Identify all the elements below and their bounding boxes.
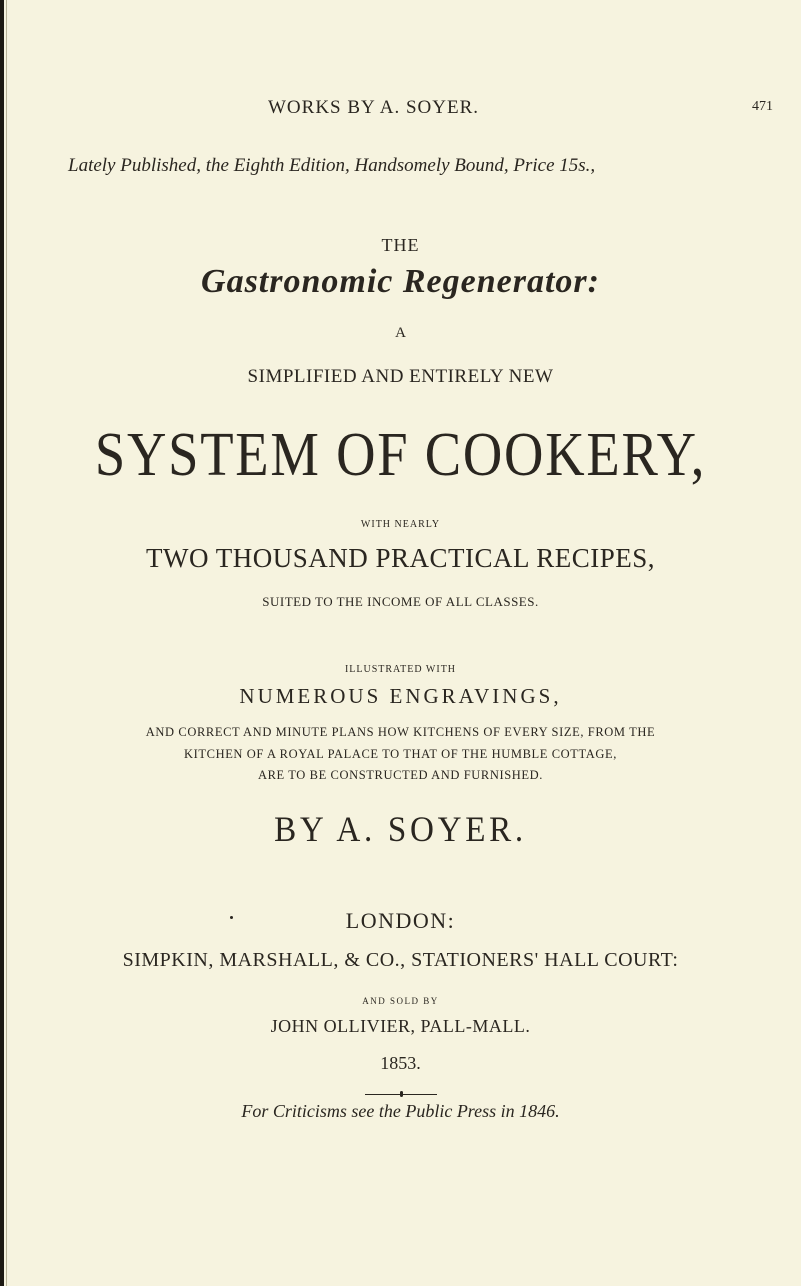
illustrated-label: ILLUSTRATED WITH <box>344 664 457 675</box>
imprint-publisher: SIMPKIN, MARSHALL, & CO., STATIONERS' HALL COURT: <box>122 949 679 971</box>
subtitle-system: SYSTEM OF COOKERY, <box>94 421 707 489</box>
publication-note: Lately Published, the Eighth Edition, Handsomely Bound, Price 15s., <box>68 155 596 176</box>
page-number: 471 <box>752 99 773 114</box>
a-label: A <box>395 325 406 341</box>
criticisms-note: For Criticisms see the Public Press in 1846. <box>241 1101 560 1121</box>
description-line: KITCHEN OF A ROYAL PALACE TO THAT OF THE HUMBLE COTTAGE, <box>184 746 617 761</box>
imprint-seller: JOHN OLLIVIER, PALL-MALL. <box>270 1016 531 1036</box>
running-title: WORKS BY A. SOYER. <box>268 97 480 118</box>
book-title: Gastronomic Regenerator: <box>201 263 600 300</box>
imprint-year: 1853. <box>380 1053 421 1073</box>
subtitle-simplified: SIMPLIFIED AND ENTIRELY NEW <box>247 366 554 387</box>
engravings-line: NUMEROUS ENGRAVINGS, <box>239 684 562 708</box>
with-nearly-label: WITH NEARLY <box>360 519 441 530</box>
suited-line: SUITED TO THE INCOME OF ALL CLASSES. <box>262 594 539 609</box>
description-line: ARE TO BE CONSTRUCTED AND FURNISHED. <box>257 768 544 782</box>
recipes-line: TWO THOUSAND PRACTICAL RECIPES, <box>145 543 656 573</box>
the-label: THE <box>381 235 420 255</box>
author-line: BY A. SOYER. <box>274 809 527 849</box>
rule-center-dot <box>400 1091 403 1097</box>
description-line: AND CORRECT AND MINUTE PLANS HOW KITCHENS OF EVERY SIZE, FROM THE <box>145 725 656 739</box>
page-gutter-edge <box>0 0 4 1286</box>
page-gutter-line <box>6 0 7 1286</box>
and-sold-by-label: AND SOLD BY <box>362 996 439 1006</box>
description-block <box>0 722 801 787</box>
imprint-city: LONDON: <box>345 908 456 933</box>
